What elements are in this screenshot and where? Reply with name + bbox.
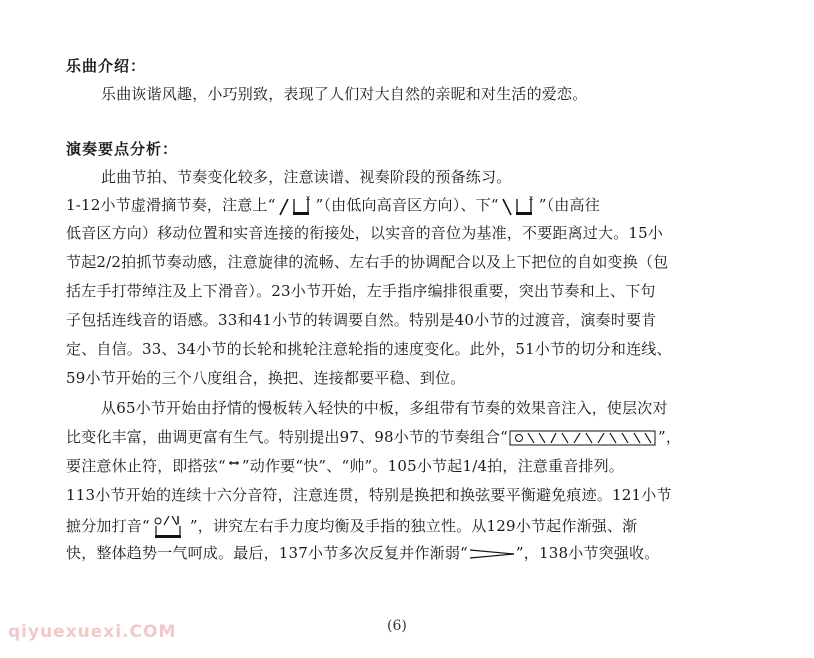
paragraph-2-line-4: 括左手打带绰注及上下滑音）。23小节开始，左手指序编排很重要，突出节奏和上、下句 xyxy=(66,282,656,300)
intro-text: 乐曲诙谐风趣，小巧别致，表现了人们对大自然的亲昵和对生活的爱恋。 xyxy=(101,85,588,103)
string-damping-symbol-icon xyxy=(226,457,242,477)
text-segment: ”，138小节突强收。 xyxy=(515,544,660,562)
slide-up-symbol-icon xyxy=(276,195,316,217)
text-segment: 要注意休止符，即搭弦“ xyxy=(66,457,226,475)
text-segment: 快，整体趋势一气呵成。最后，137小节多次反复并作渐弱“ xyxy=(66,544,468,562)
paragraph-2-line-7: 59小节开始的三个八度组合，换把、连接都要平稳、到位。 xyxy=(66,369,466,387)
text-segment: ”，讲究左右手力度均衡及手指的独立性。从129小节起作渐强、渐 xyxy=(189,517,638,535)
text-segment: ”（由高往 xyxy=(538,196,600,214)
paragraph-3-line-4: 113小节开始的连续十六分音符，注意连贯，特别是换把和换弦要平衡避免痕迹。121小节 xyxy=(66,486,672,504)
paragraph-3-line-1: 从65小节开始由抒情的慢板转入轻快的中板，多组带有节奏的效果音注入，使层次对 xyxy=(101,399,668,417)
text-segment: ”动作要“快”、“帅”。105小节起1/4拍，注意重音排列。 xyxy=(241,457,624,475)
paragraph-3-line-5 xyxy=(66,514,771,540)
text-segment: 摭分加打音“ xyxy=(66,517,150,535)
paragraph-3-line-3 xyxy=(66,456,771,477)
text-segment: ”， xyxy=(658,428,682,446)
slide-down-symbol-icon xyxy=(499,195,539,217)
paragraph-2-line-3: 节起2/2拍抓节奏动感，注意旋律的流畅、左右手的协调配合以及上下把位的自如变换（包 xyxy=(66,253,669,271)
paragraph-1: 此曲节拍、节奏变化较多，注意读谱、视奏阶段的预备练习。 xyxy=(101,168,512,186)
page-number: (6) xyxy=(387,618,407,634)
watermark: qiyuexuexi.COM xyxy=(8,622,177,642)
paragraph-2-line-2: 低音区方向）移动位置和实音连接的衔接处，以实音的音位为基准，不要距离过大。15小 xyxy=(66,224,664,242)
text-segment: ”（由低向高音区方向）、下“ xyxy=(315,196,499,214)
svg-text:x: x xyxy=(528,195,534,202)
paragraph-3-line-2 xyxy=(66,427,771,448)
svg-text:x: x xyxy=(305,195,310,202)
intro-heading: 乐曲介绍： xyxy=(66,57,147,75)
analysis-heading: 演奏要点分析： xyxy=(66,140,179,158)
text-segment: 比变化丰富，曲调更富有生气。特别提出97、98小节的节奏组合“ xyxy=(66,428,509,446)
percussive-tap-symbol-icon xyxy=(150,514,190,540)
rhythm-combination-symbol-icon xyxy=(508,428,658,448)
paragraph-2-line-1 xyxy=(66,195,771,217)
paragraph-2-line-6: 定、自信。33、34小节的长轮和挑轮注意轮指的速度变化。此外，51小节的切分和连线、 xyxy=(66,340,672,358)
paragraph-2-line-5: 子包括连线音的语感。33和41小节的转调要自然。特别是40小节的过渡音，演奏时要肯 xyxy=(66,311,657,329)
text-segment: 1-12小节虚滑摘节奏，注意上“ xyxy=(66,196,276,214)
paragraph-3-line-6 xyxy=(66,543,771,563)
decrescendo-hairpin-icon xyxy=(468,547,516,561)
